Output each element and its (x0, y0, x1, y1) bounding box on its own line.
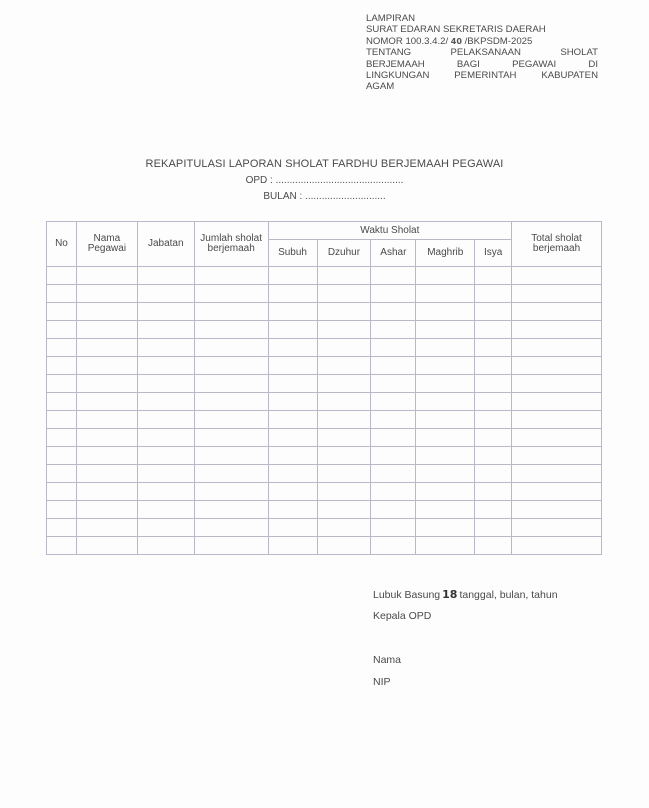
table-cell (47, 465, 77, 483)
table-cell (47, 411, 77, 429)
table-cell (371, 537, 416, 555)
table-cell (512, 375, 602, 393)
table-cell (317, 429, 371, 447)
table-cell (475, 321, 512, 339)
table-row (47, 375, 602, 393)
table-cell (416, 519, 475, 537)
table-cell (47, 501, 77, 519)
table-cell (371, 267, 416, 285)
table-cell (512, 339, 602, 357)
table-cell (371, 321, 416, 339)
header-subuh: Subuh (268, 240, 317, 267)
report-title: REKAPITULASI LAPORAN SHOLAT FARDHU BERJEMAAH PEGAWAI (145, 158, 504, 170)
subject-line-1: TENTANG PELAKSANAAN SHOLAT (366, 47, 598, 59)
table-cell (76, 285, 137, 303)
table-cell (416, 321, 475, 339)
table-cell (137, 339, 194, 357)
table-cell (475, 501, 512, 519)
header-total-sholat: Total sholat berjemaah (512, 222, 602, 267)
table-cell (317, 285, 371, 303)
table-cell (416, 393, 475, 411)
table-cell (475, 537, 512, 555)
table-cell (76, 537, 137, 555)
table-cell (416, 339, 475, 357)
table-cell (268, 393, 317, 411)
table-cell (76, 411, 137, 429)
table-cell (76, 267, 137, 285)
table-cell (317, 357, 371, 375)
table-cell (268, 519, 317, 537)
table-row (47, 393, 602, 411)
table-cell (416, 411, 475, 429)
table-cell (317, 267, 371, 285)
table-cell (371, 357, 416, 375)
table-cell (512, 537, 602, 555)
table-cell (194, 411, 268, 429)
table-cell (76, 501, 137, 519)
table-cell (371, 285, 416, 303)
table-cell (194, 375, 268, 393)
table-cell (475, 267, 512, 285)
table-cell (371, 411, 416, 429)
table-cell (475, 411, 512, 429)
table-row (47, 537, 602, 555)
table-cell (76, 303, 137, 321)
table-cell (317, 447, 371, 465)
table-cell (512, 357, 602, 375)
table-cell (371, 429, 416, 447)
table-cell (137, 447, 194, 465)
table-cell (475, 375, 512, 393)
table-cell (317, 393, 371, 411)
table-cell (76, 483, 137, 501)
table-cell (137, 465, 194, 483)
subject-line-3: LINGKUNGAN PEMERINTAH KABUPATEN (366, 70, 598, 82)
table-cell (268, 465, 317, 483)
table-cell (194, 537, 268, 555)
table-cell (475, 285, 512, 303)
table-cell (416, 303, 475, 321)
table-cell (512, 321, 602, 339)
handwritten-number: 40 (450, 36, 462, 46)
table-row (47, 465, 602, 483)
table-row (47, 339, 602, 357)
table-cell (194, 267, 268, 285)
header-nama-pegawai: Nama Pegawai (76, 222, 137, 267)
table-cell (416, 501, 475, 519)
signature-position: Kepala OPD (373, 610, 432, 622)
header-ashar: Ashar (371, 240, 416, 267)
table-cell (416, 429, 475, 447)
table-cell (194, 357, 268, 375)
table-cell (76, 339, 137, 357)
signature-name-label: Nama (373, 654, 402, 666)
table-cell (76, 519, 137, 537)
table-cell (137, 285, 194, 303)
table-cell (268, 375, 317, 393)
table-cell (268, 429, 317, 447)
table-cell (47, 321, 77, 339)
header-jabatan: Jabatan (137, 222, 194, 267)
table-cell (317, 537, 371, 555)
table-cell (194, 339, 268, 357)
table-row (47, 429, 602, 447)
table-cell (475, 339, 512, 357)
table-cell (47, 429, 77, 447)
table-cell (137, 501, 194, 519)
table-cell (268, 339, 317, 357)
attachment-header (366, 13, 598, 93)
table-cell (317, 375, 371, 393)
table-row (47, 483, 602, 501)
table-cell (512, 465, 602, 483)
table-row (47, 285, 602, 303)
table-cell (317, 303, 371, 321)
subject-line-2: BERJEMAAH BAGI PEGAWAI DI (366, 58, 598, 70)
table-cell (268, 357, 317, 375)
header-no: No (47, 222, 77, 267)
table-cell (512, 483, 602, 501)
circular-title: SURAT EDARAN SEKRETARIS DAERAH (366, 24, 546, 36)
table-cell (137, 537, 194, 555)
table-cell (371, 465, 416, 483)
table-cell (268, 285, 317, 303)
table-cell (76, 357, 137, 375)
table-cell (76, 465, 137, 483)
table-cell (416, 465, 475, 483)
table-cell (512, 285, 602, 303)
table-cell (137, 519, 194, 537)
table-cell (512, 267, 602, 285)
table-cell (317, 519, 371, 537)
table-cell (137, 375, 194, 393)
table-cell (76, 375, 137, 393)
table-body (47, 267, 602, 555)
opd-line: OPD : .............................................. (245, 175, 404, 186)
table-cell (416, 285, 475, 303)
signature-place: Lubuk Basung (373, 589, 441, 601)
signature-nip-label: NIP (373, 676, 391, 688)
table-cell (416, 267, 475, 285)
table-row (47, 519, 602, 537)
table-cell (47, 393, 77, 411)
table-row (47, 411, 602, 429)
table-cell (47, 285, 77, 303)
table-cell (47, 303, 77, 321)
table-cell (76, 321, 137, 339)
table-cell (317, 411, 371, 429)
bulan-line: BULAN : ............................. (263, 191, 386, 202)
table-cell (137, 483, 194, 501)
table-cell (194, 393, 268, 411)
circular-number (366, 36, 598, 47)
header-dzuhur: Dzuhur (317, 240, 371, 267)
table-cell (137, 429, 194, 447)
table-row (47, 501, 602, 519)
table-row (47, 303, 602, 321)
table-cell (512, 303, 602, 321)
table-cell (194, 303, 268, 321)
table-cell (137, 303, 194, 321)
table-cell (416, 357, 475, 375)
nomor-prefix: NOMOR 100.3.4.2/ (366, 35, 449, 47)
table-cell (268, 447, 317, 465)
table-cell (317, 321, 371, 339)
table-cell (475, 447, 512, 465)
recap-table (46, 221, 602, 555)
table-row (47, 447, 602, 465)
table-cell (317, 339, 371, 357)
table-cell (137, 267, 194, 285)
table-cell (268, 321, 317, 339)
table-cell (76, 393, 137, 411)
table-cell (47, 447, 77, 465)
table-cell (194, 519, 268, 537)
table-cell (137, 393, 194, 411)
header-waktu-sholat: Waktu Sholat (268, 222, 512, 240)
table-cell (512, 393, 602, 411)
table-cell (371, 501, 416, 519)
table-cell (268, 267, 317, 285)
table-cell (416, 483, 475, 501)
signature-date-text: tanggal, bulan, tahun (459, 589, 558, 601)
table-cell (512, 501, 602, 519)
table-cell (416, 537, 475, 555)
table-cell (475, 465, 512, 483)
table-cell (512, 447, 602, 465)
table-cell (194, 483, 268, 501)
attachment-label: LAMPIRAN (366, 13, 416, 24)
table-cell (268, 303, 317, 321)
table-cell (416, 447, 475, 465)
table-cell (268, 411, 317, 429)
table-cell (76, 429, 137, 447)
table-cell (317, 483, 371, 501)
handwritten-date: 18 (442, 588, 458, 601)
table-row (47, 321, 602, 339)
table-cell (47, 267, 77, 285)
table-cell (47, 537, 77, 555)
table-cell (371, 447, 416, 465)
table-cell (194, 465, 268, 483)
table-cell (317, 465, 371, 483)
table-cell (76, 447, 137, 465)
table-cell (512, 519, 602, 537)
table-cell (47, 375, 77, 393)
table-cell (268, 483, 317, 501)
table-cell (194, 429, 268, 447)
table-cell (512, 429, 602, 447)
table-cell (371, 339, 416, 357)
table-cell (137, 411, 194, 429)
table-row (47, 357, 602, 375)
table-cell (47, 357, 77, 375)
table-cell (371, 375, 416, 393)
table-cell (268, 501, 317, 519)
table-cell (512, 411, 602, 429)
table-cell (137, 357, 194, 375)
table-cell (47, 339, 77, 357)
header-jumlah-sholat: Jumlah sholat berjemaah (194, 222, 268, 267)
table-cell (475, 357, 512, 375)
table-cell (371, 519, 416, 537)
table-cell (268, 537, 317, 555)
table-cell (371, 393, 416, 411)
table-cell (194, 321, 268, 339)
table-cell (475, 303, 512, 321)
table-cell (137, 321, 194, 339)
table-cell (371, 303, 416, 321)
table-cell (317, 501, 371, 519)
table-cell (475, 519, 512, 537)
signature-place-date (373, 588, 558, 601)
table-cell (475, 483, 512, 501)
table-cell (194, 285, 268, 303)
header-maghrib: Maghrib (416, 240, 475, 267)
table-cell (194, 501, 268, 519)
table-cell (47, 519, 77, 537)
table-cell (371, 483, 416, 501)
subject-line-4: AGAM (366, 81, 395, 93)
table-cell (475, 393, 512, 411)
header-isya: Isya (475, 240, 512, 267)
nomor-suffix: /BKPSDM-2025 (464, 35, 533, 47)
table-cell (475, 429, 512, 447)
table-cell (416, 375, 475, 393)
table-cell (194, 447, 268, 465)
table-row (47, 267, 602, 285)
table-cell (47, 483, 77, 501)
